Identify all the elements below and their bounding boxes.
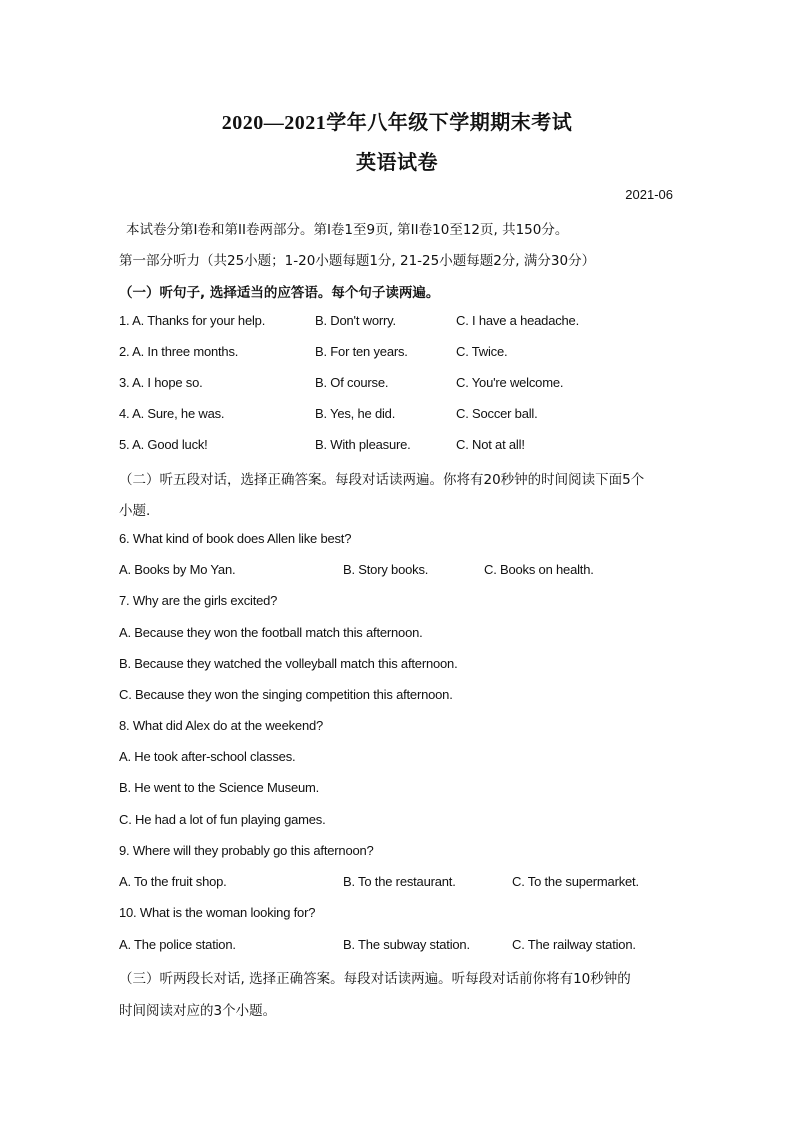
- q7-option-a: A. Because they won the football match this afternoon.: [119, 625, 423, 640]
- q9-option-c: C. To the supermarket.: [512, 874, 639, 889]
- section2-heading-cont: 小题.: [119, 503, 151, 519]
- q10-option-c: C. The railway station.: [512, 937, 636, 952]
- q8-question: 8. What did Alex do at the weekend?: [119, 718, 324, 733]
- q6-option-b: B. Story books.: [343, 562, 429, 577]
- q8-option-c: C. He had a lot of fun playing games.: [119, 812, 326, 827]
- intro-text: 本试卷分第I卷和第II卷两部分。第I卷1至9页, 第II卷10至12页, 共150分。: [126, 222, 569, 238]
- q8-option-b: B. He went to the Science Museum.: [119, 780, 320, 795]
- q3-option-c: C. You're welcome.: [456, 375, 564, 390]
- section3-heading: （三）听两段长对话, 选择正确答案。每段对话读两遍。听每段对话前你将有10秒钟的: [119, 971, 631, 987]
- q5-option-c: C. Not at all!: [456, 437, 525, 452]
- q10-option-b: B. The subway station.: [343, 937, 470, 952]
- q6-option-a: A. Books by Mo Yan.: [119, 562, 236, 577]
- q4-option-a: 4. A. Sure, he was.: [119, 406, 225, 421]
- q3-option-a: 3. A. I hope so.: [119, 375, 203, 390]
- q10-question: 10. What is the woman looking for?: [119, 905, 316, 920]
- q1-option-b: B. Don't worry.: [315, 313, 396, 328]
- q2-option-c: C. Twice.: [456, 344, 508, 359]
- q8-option-a: A. He took after-school classes.: [119, 749, 296, 764]
- q6-question: 6. What kind of book does Allen like best?: [119, 531, 352, 546]
- q9-question: 9. Where will they probably go this afternoon?: [119, 843, 374, 858]
- q5-option-b: B. With pleasure.: [315, 437, 411, 452]
- q10-option-a: A. The police station.: [119, 937, 236, 952]
- q4-option-c: C. Soccer ball.: [456, 406, 538, 421]
- q7-option-c: C. Because they won the singing competition this afternoon.: [119, 687, 453, 702]
- q9-option-a: A. To the fruit shop.: [119, 874, 227, 889]
- q9-option-b: B. To the restaurant.: [343, 874, 456, 889]
- q1-option-c: C. I have a headache.: [456, 313, 580, 328]
- q7-option-b: B. Because they watched the volleyball match this afternoon.: [119, 656, 458, 671]
- exam-title: 2020—2021学年八年级下学期期末考试: [221, 112, 573, 134]
- section3-heading-cont: 时间阅读对应的3个小题。: [119, 1003, 277, 1019]
- q5-option-a: 5. A. Good luck!: [119, 437, 208, 452]
- q6-option-c: C. Books on health.: [484, 562, 594, 577]
- q1-option-a: 1. A. Thanks for your help.: [119, 313, 266, 328]
- section2-heading: （二）听五段对话，选择正确答案。每段对话读两遍。你将有20秒钟的时间阅读下面5个: [119, 472, 645, 488]
- q2-option-a: 2. A. In three months.: [119, 344, 239, 359]
- q3-option-b: B. Of course.: [315, 375, 389, 390]
- exam-date: 2021-06: [625, 187, 673, 202]
- section1-heading: （一）听句子, 选择适当的应答语。每个句子读两遍。: [119, 285, 440, 301]
- q4-option-b: B. Yes, he did.: [315, 406, 396, 421]
- exam-subtitle: 英语试卷: [356, 152, 438, 174]
- q7-question: 7. Why are the girls excited?: [119, 593, 278, 608]
- part1-heading: 第一部分听力（共25小题；1-20小题每题1分, 21-25小题每题2分, 满分30分）: [119, 253, 596, 269]
- q2-option-b: B. For ten years.: [315, 344, 408, 359]
